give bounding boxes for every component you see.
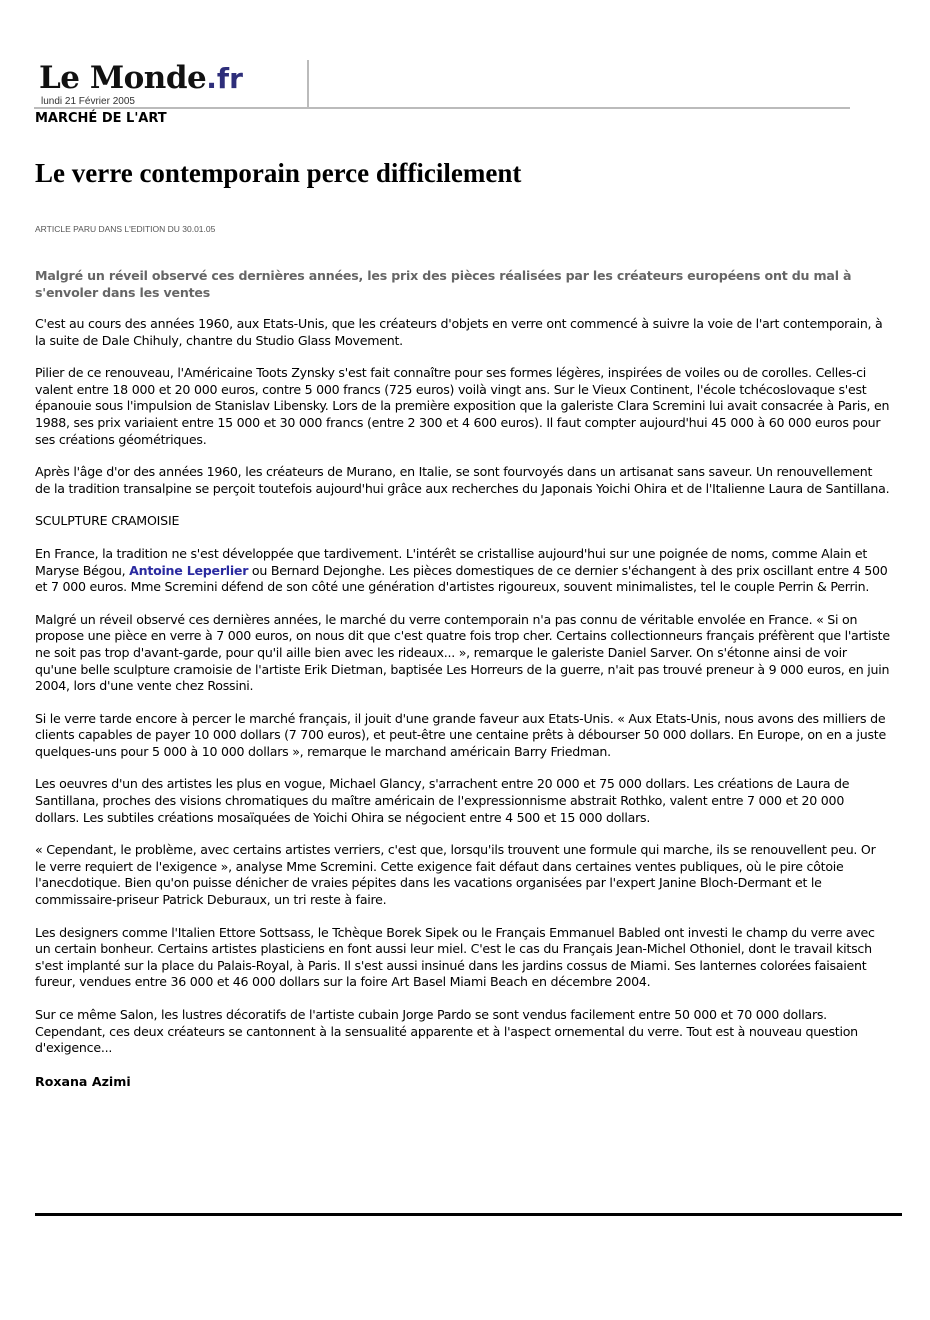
article-paragraph: C'est au cours des années 1960, aux Etats-Unis, que les créateurs d'objets en verre ont commencé à suivre la voie de l'art contemporain, à la suite de Dale Chihuly, chantre du Studio Glass Movement.: [35, 316, 883, 348]
header-date: lundi 21 Février 2005: [41, 96, 135, 107]
article-paragraph-with-link: [35, 546, 890, 596]
article-rubric: MARCHÉ DE L'ART: [35, 111, 167, 126]
paragraph-text-after-link: ou Bernard Dejonghe. Les pièces domestiques de ce dernier s'échangent à des prix oscillant entre 4 500 et 7 000 euros. Mme Scremini défend de son côté une génération d'artistes rigoureux, souvent minimalistes, tel le couple Perrin & Perrin.: [35, 562, 888, 595]
logo-suffix-text: .fr: [206, 62, 243, 95]
article-subheading: SCULPTURE CRAMOISIE: [35, 513, 180, 529]
page-header: [0, 0, 930, 110]
article-body: [35, 267, 890, 1090]
article-paragraph: Pilier de ce renouveau, l'Américaine Toots Zynsky s'est fait connaître pour ses formes légères, inspirées de voiles ou de corolles. Celles-ci valent entre 18 000 et 20 000 euros, contre 5 000 francs (725 euros) voilà vingt ans. Sur le Vieux Continent, l'école tchécoslovaque s'est épanouie sous l'impulsion de Stanislav Libensky. Lors de la première exposition que la galeriste Clara Scremini lui avait consacrée à Paris, en 1988, ses prix variaient entre 15 000 et 30 000 francs (entre 2 300 et 4 600 euros). Il faut compter aujourd'hui 45 000 à 60 000 euros pour ses créations géométriques.: [35, 365, 890, 447]
antoine-leperlier-link[interactable]: Antoine Leperlier: [129, 562, 249, 578]
article-paragraph: Après l'âge d'or des années 1960, les créateurs de Murano, en Italie, se sont fourvoyés dans un artisanat sans saveur. Un renouvellement de la tradition transalpine se perçoit toutefois aujourd'hui grâce aux recherches du Japonais Yoichi Ohira et de l'Italienne Laura de Santillana.: [35, 464, 890, 496]
article-lead: Malgré un réveil observé ces dernières années, les prix des pièces réalisées par les créateurs européens ont du mal à s'envoler dans les ventes: [35, 268, 852, 300]
edition-info: ARTICLE PARU DANS L'EDITION DU 30.01.05: [35, 224, 216, 234]
article-paragraph: Les designers comme l'Italien Ettore Sottsass, le Tchèque Borek Sipek ou le Français Emmanuel Babled ont investi le champ du verre avec un certain bonheur. Certains artistes plasticiens en font aussi leur miel. C'est le cas du Français Jean-Michel Othoniel, dont le travail kitsch s'est implanté sur la place du Palais-Royal, à Paris. Il s'est aussi insinué dans les jardins cossus de Miami. Ses lanternes colorées faisaient fureur, vendues entre 36 000 et 46 000 dollars sur la foire Art Basel Miami Beach en décembre 2004.: [35, 924, 875, 990]
article-paragraph: Malgré un réveil observé ces dernières années, le marché du verre contemporain n'a pas connu de véritable envolée en France. « Si on propose une pièce en verre à 7 000 euros, on nous dit que c'est quatre fois trop cher. Certains collectionneurs français préfèrent que l'artiste ne soit pas trop d'avant-garde, pour qu'il aille bien avec les rideaux... », remarque le galeriste Daniel Sarver. On s'étonne ainsi de voir qu'une belle sculpture cramoisie de l'artiste Erik Dietman, baptisée Les Horreurs de la guerre, n'ait pas trouvé preneur à 9 000 euros, en juin 2004, lors d'une vente chez Rossini.: [35, 611, 890, 694]
paragraph-text-before-link: En France, la tradition ne s'est développée que tardivement. L'intérêt se cristallise aujourd'hui sur une poignée de noms, comme Alain et Maryse Bégou,: [35, 545, 868, 578]
article-paragraph: « Cependant, le problème, avec certains artistes verriers, c'est que, lorsqu'ils trouvent une formule qui marche, ils se renouvellent peu. Or le verre requiert de l'exigence », analyse Mme Scremini. Cette exigence fait défaut dans certaines ventes publiques, où le pire côtoie l'anecdotique. Bien qu'on puisse dénicher de vraies pépites dans les vacations organisées par l'expert Janine Bloch-Dermant et le commissaire-priseur Patrick Deburaux, un tri reste à faire.: [35, 842, 876, 908]
le-monde-logo[interactable]: [39, 60, 243, 97]
article-author: Roxana Azimi: [35, 1073, 131, 1089]
article-paragraph: Si le verre tarde encore à percer le marché français, il jouit d'une grande faveur aux Etats-Unis. « Aux Etats-Unis, nous avons des milliers de clients capables de payer 10 000 dollars (7 700 euros), et peut-être une centaine prêts à débourser 50 000 dollars. En Europe, on en a juste quelques-uns pour 5 000 à 10 000 dollars », remarque le marchand américain Barry Friedman.: [35, 710, 886, 759]
article-paragraph: Sur ce même Salon, les lustres décoratifs de l'artiste cubain Jorge Pardo se sont vendus facilement entre 50 000 et 70 000 dollars. Cependant, ces deux créateurs se cantonnent à la sensualité apparente et à l'aspect ornemental du verre. Tout est à nouveau question d'exigence...: [35, 1007, 858, 1056]
footer-divider: [35, 1213, 902, 1216]
article-paragraph: Les oeuvres d'un des artistes les plus en vogue, Michael Glancy, s'arrachent entre 20 000 et 75 000 dollars. Les créations de Laura de Santillana, proches des visions chromatiques du maître américain de l'expressionnisme abstrait Rothko, valent entre 7 000 et 20 000 dollars. Les subtiles créations mosaïquées de Yoichi Ohira se négocient entre 4 500 et 15 000 dollars.: [35, 776, 850, 825]
logo-main-text: Le Monde: [39, 60, 207, 96]
article-title: Le verre contemporain perce difficilement: [35, 158, 522, 188]
header-vertical-divider: [307, 60, 309, 108]
header-horizontal-divider: [34, 107, 850, 109]
